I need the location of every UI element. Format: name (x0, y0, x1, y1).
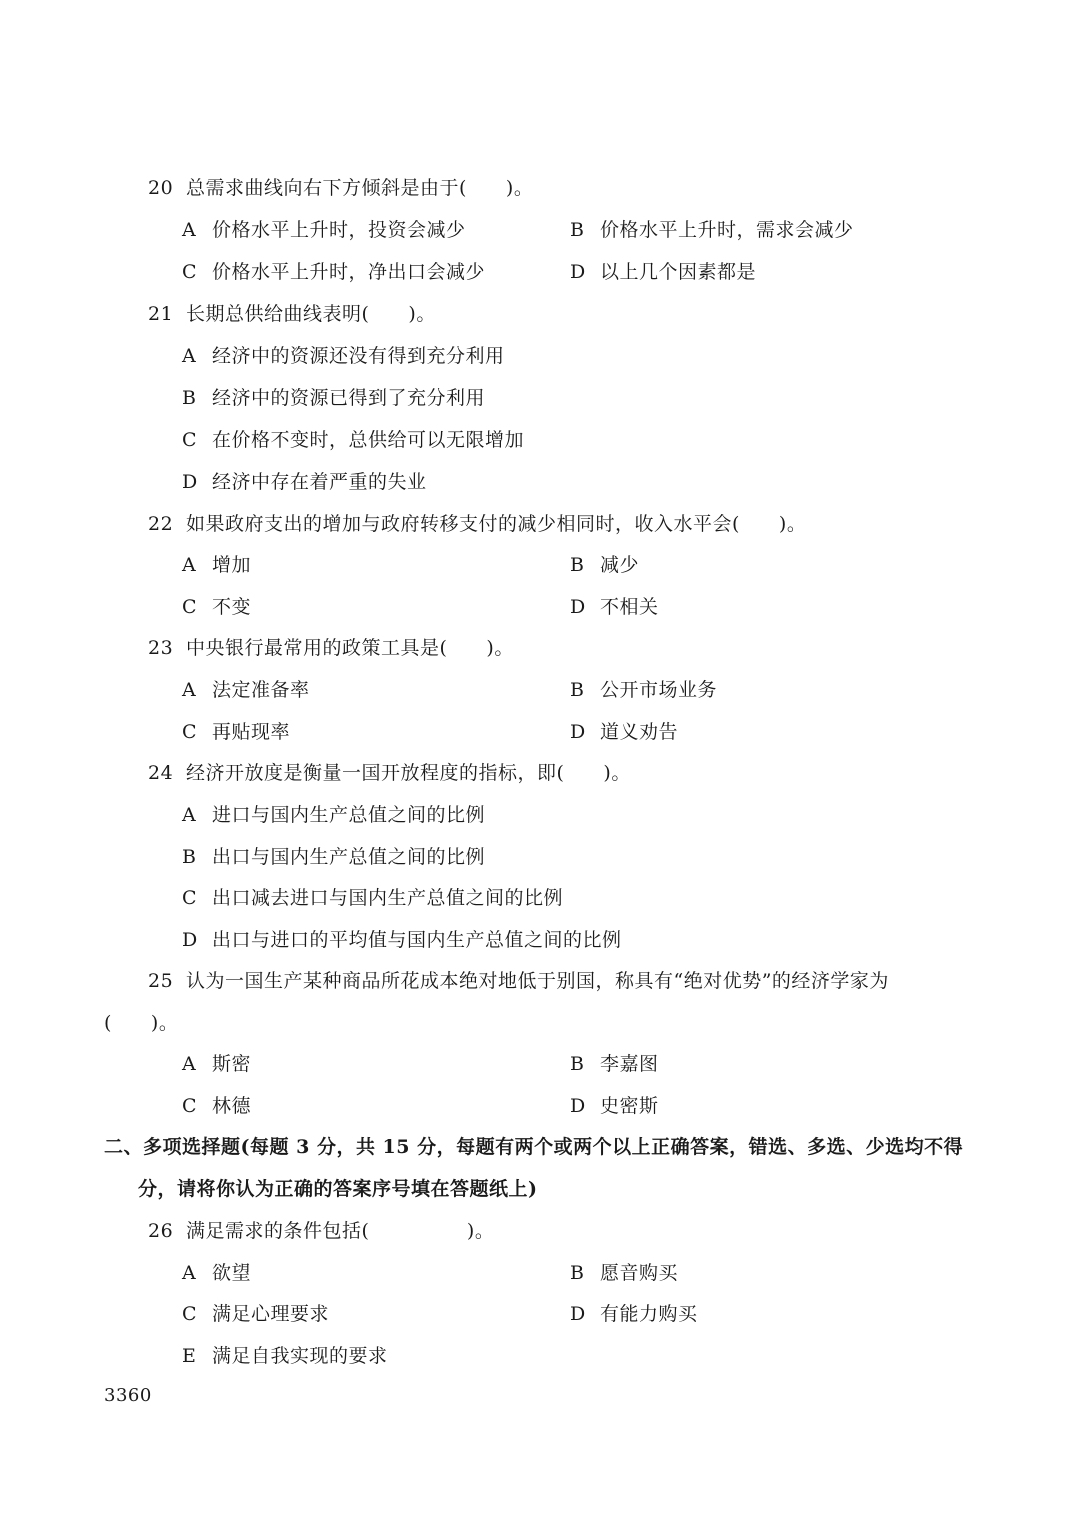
question-21-stem (148, 302, 436, 326)
question-20-stem (148, 176, 533, 200)
option-26-d: D 有能力购买 (570, 1303, 698, 1325)
question-text: 满足需求的条件包括( )。 (186, 1220, 495, 1242)
question-text: 认为一国生产某种商品所花成本绝对地低于别国，称具有“绝对优势”的经济学家为 (186, 970, 889, 992)
paper-code: 3360 (104, 1385, 152, 1406)
option-25-d: D 史密斯 (570, 1095, 659, 1117)
option-26-e: E 满足自我实现的要求 (182, 1345, 388, 1367)
option-24-c: C 出口减去进口与国内生产总值之间的比例 (182, 887, 564, 909)
option-22-b: B 减少 (570, 554, 640, 576)
option-20-a: A 价格水平上升时，投资会减少 (182, 219, 466, 241)
section-heading-instructions: 分，请将你认为正确的答案序号填在答题纸上) (138, 1178, 538, 1200)
option-26-c: C 满足心理要求 (182, 1303, 330, 1325)
option-24-d: D 出口与进口的平均值与国内生产总值之间的比例 (182, 929, 622, 951)
question-25-stem (148, 969, 889, 993)
option-22-d: D 不相关 (570, 596, 659, 618)
question-text: 经济开放度是衡量一国开放程度的指标，即( )。 (186, 762, 631, 784)
question-text: 中央银行最常用的政策工具是( )。 (186, 637, 514, 659)
option-23-b: B 公开市场业务 (570, 679, 718, 701)
question-number: 23 (148, 637, 174, 659)
question-26-stem (148, 1219, 494, 1243)
question-number: 21 (148, 303, 174, 325)
question-number: 24 (148, 762, 174, 784)
question-number: 25 (148, 970, 174, 992)
option-21-c: C 在价格不变时，总供给可以无限增加 (182, 429, 525, 451)
question-text: 长期总供给曲线表明( )。 (186, 303, 436, 325)
option-20-d: D 以上几个因素都是 (570, 261, 757, 283)
section-heading-multiple-choice: 二、多项选择题(每题 3 分，共 15 分，每题有两个或两个以上正确答案，错选、多选、少选均不得 (104, 1136, 964, 1158)
question-number: 26 (148, 1220, 174, 1242)
option-26-b: B 愿音购买 (570, 1262, 679, 1284)
option-23-c: C 再贴现率 (182, 721, 291, 743)
option-21-b: B 经济中的资源已得到了充分利用 (182, 387, 486, 409)
question-number: 22 (148, 513, 174, 535)
option-25-b: B 李嘉图 (570, 1053, 659, 1075)
option-22-c: C 不变 (182, 596, 252, 618)
option-25-c: C 林德 (182, 1095, 252, 1117)
question-number: 20 (148, 177, 174, 199)
question-text: 总需求曲线向右下方倾斜是由于( )。 (186, 177, 534, 199)
question-22-stem (148, 512, 806, 536)
question-text: 如果政府支出的增加与政府转移支付的减少相同时，收入水平会( )。 (186, 513, 807, 535)
option-22-a: A 增加 (182, 554, 252, 576)
option-20-b: B 价格水平上升时，需求会减少 (570, 219, 854, 241)
question-25-stem-continued: ( )。 (104, 1012, 179, 1034)
option-20-c: C 价格水平上升时，净出口会减少 (182, 261, 486, 283)
option-24-b: B 出口与国内生产总值之间的比例 (182, 846, 486, 868)
option-25-a: A 斯密 (182, 1053, 252, 1075)
option-24-a: A 进口与国内生产总值之间的比例 (182, 804, 486, 826)
option-26-a: A 欲望 (182, 1262, 252, 1284)
option-21-d: D 经济中存在着严重的失业 (182, 471, 427, 493)
option-23-d: D 道义劝告 (570, 721, 679, 743)
option-21-a: A 经济中的资源还没有得到充分利用 (182, 345, 505, 367)
question-23-stem (148, 636, 514, 660)
question-24-stem (148, 761, 631, 785)
option-23-a: A 法定准备率 (182, 679, 310, 701)
